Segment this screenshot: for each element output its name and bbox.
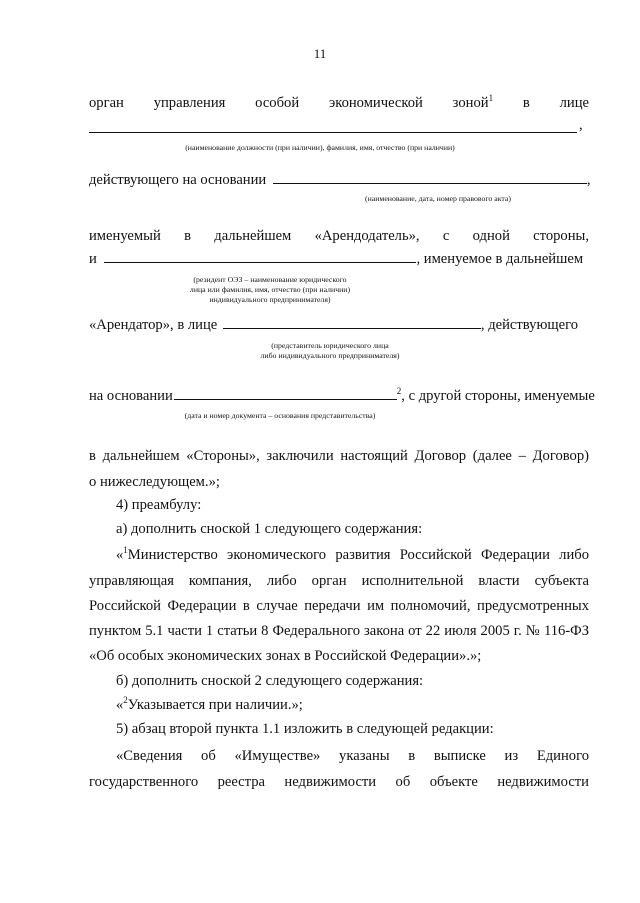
body-line: 5) абзац второй пункта 1.1 изложить в следующей редакции:: [116, 721, 494, 737]
hint-document: (дата и номер документа – основания представительства): [184, 411, 376, 420]
hint-position: (наименование должности (при наличии), фамилия, имя, отчество (при наличии): [185, 143, 455, 152]
hint-resident-2: лица или фамилия, имя, отчество (при наличии): [189, 285, 351, 294]
body-line: управляющая компания, либо орган исполнительной власти субъекта: [89, 573, 589, 589]
header-word: в: [522, 95, 530, 111]
acting-label: действующего на основании: [89, 172, 267, 188]
body-line: 4) преамбулу:: [116, 497, 202, 513]
tenant-trailing: , действующего: [480, 317, 578, 333]
body-line: «$^2$Указывается при наличии.»;: [116, 695, 303, 713]
hint-resident-3: индивидуального предпринимателя): [209, 295, 331, 304]
body-line: пунктом 5.1 части 1 статьи 8 Федерального закона от 22 июля 2005 г. № 116-ФЗ: [89, 623, 589, 639]
and-line: [89, 250, 589, 268]
footnote-mark: 2: [396, 386, 402, 396]
body-line: «Об особых экономических зонах в Российской Федерации».»;: [89, 648, 482, 664]
hint-act: (наименование, дата, номер правового акта): [364, 194, 511, 203]
header-word-with-footnote: зоной$^1$: [452, 93, 494, 111]
body-line: Российской Федерации в случае передачи им полномочий, предусмотренных: [89, 598, 589, 614]
hint-resident-1: (резидент ОЭЗ – наименование юридического: [193, 275, 347, 284]
header-line: [89, 94, 589, 112]
body-line: б) дополнить сноской 2 следующего содержания:: [116, 673, 424, 689]
footnote-mark: 1: [488, 93, 494, 103]
header-word: особой: [255, 95, 300, 111]
footnote-mark: 2: [123, 695, 128, 705]
body-line: государственного реестра недвижимости об объекте недвижимости: [89, 774, 589, 790]
body-line: «Сведения об «Имуществе» указаны в выписке из Единого: [116, 748, 589, 764]
act-blank[interactable]: [273, 171, 587, 184]
and-trailing: , именуемое в дальнейшем: [416, 251, 584, 267]
footnote-mark: 1: [123, 545, 128, 555]
tenant-line: [89, 316, 589, 334]
resident-blank[interactable]: [104, 250, 416, 263]
position-blank-line[interactable]: [89, 120, 577, 133]
hint-representative-1: (представитель юридического лица: [271, 341, 389, 350]
basis-label: на основании: [89, 388, 173, 404]
header-word: управления: [153, 95, 226, 111]
page-number: 11: [313, 46, 327, 61]
body-line: «$^1$Министерство экономического развития Российской Федерации либо: [116, 545, 589, 563]
header-word: лице: [559, 95, 589, 111]
document-blank[interactable]: [174, 387, 397, 400]
position-blank-comma: ,: [579, 117, 583, 133]
acting-comma: ,: [586, 172, 591, 188]
body-line: в дальнейшем «Стороны», заключили настоящий Договор (далее – Договор): [89, 448, 589, 464]
body-line: а) дополнить сноской 1 следующего содержания:: [116, 521, 423, 537]
landlord-line: именуемый в дальнейшем «Арендодатель», с одной стороны,: [89, 228, 589, 244]
representative-blank[interactable]: [223, 316, 481, 329]
acting-line: [89, 171, 589, 189]
basis-trailing: , с другой стороны, именуемые: [401, 388, 595, 404]
body-line: о нижеследующем.»;: [89, 474, 220, 490]
basis-line: [89, 386, 595, 405]
and-label: и: [89, 251, 97, 267]
tenant-label: «Арендатор», в лице: [89, 317, 218, 333]
header-word: экономической: [328, 95, 423, 111]
hint-representative-2: либо индивидуального предпринимателя): [260, 351, 400, 360]
header-word: орган: [89, 95, 124, 111]
